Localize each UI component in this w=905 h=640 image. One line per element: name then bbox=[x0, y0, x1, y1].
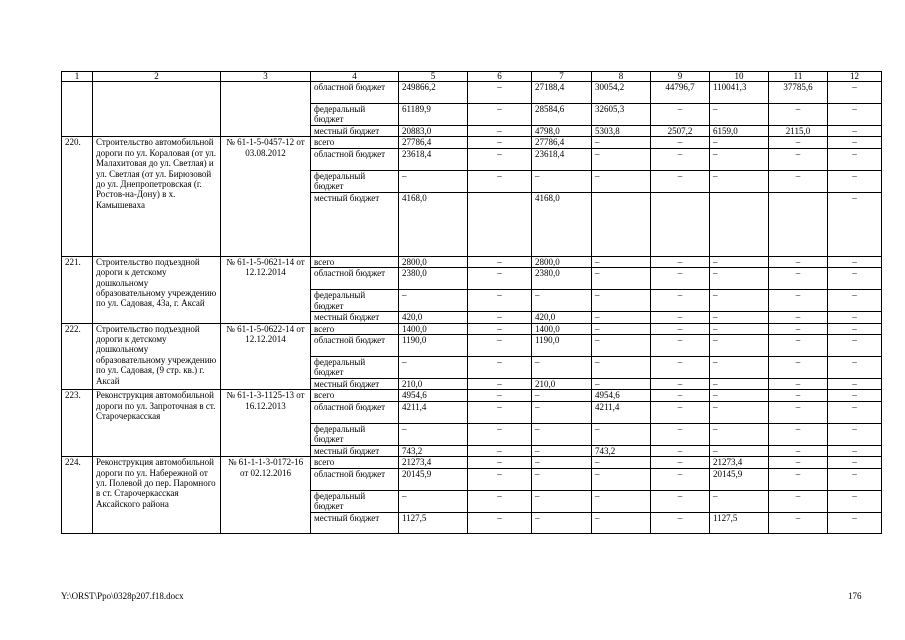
value-c10: – bbox=[710, 379, 769, 390]
value-c12: – bbox=[828, 104, 882, 126]
value-c12: – bbox=[828, 379, 882, 390]
value-c6: – bbox=[468, 423, 532, 445]
row-number: 224. bbox=[62, 457, 93, 533]
value-c11: – bbox=[769, 268, 828, 290]
value-c7: – bbox=[532, 401, 592, 423]
value-c6: – bbox=[468, 457, 532, 468]
value-c5: 20145,9 bbox=[399, 468, 468, 490]
value-c12: – bbox=[828, 490, 882, 512]
value-c9: – bbox=[651, 490, 710, 512]
value-c7: – bbox=[532, 512, 592, 533]
value-c11: – bbox=[769, 290, 828, 312]
funding-source: местный бюджет bbox=[311, 445, 399, 456]
value-c6 bbox=[468, 192, 532, 256]
value-c9: 44796,7 bbox=[651, 82, 710, 104]
value-c7: – bbox=[532, 490, 592, 512]
value-c11: – bbox=[769, 401, 828, 423]
funding-source: областной бюджет bbox=[311, 335, 399, 357]
column-number-8: 8 bbox=[592, 72, 651, 82]
value-c6: – bbox=[468, 335, 532, 357]
value-c12: – bbox=[828, 290, 882, 312]
value-c7: 4798,0 bbox=[532, 126, 592, 137]
value-c7: 4168,0 bbox=[532, 192, 592, 256]
table-body bbox=[62, 82, 882, 534]
value-c7: 28584,6 bbox=[532, 104, 592, 126]
column-number-3: 3 bbox=[221, 72, 311, 82]
value-c7: – bbox=[532, 445, 592, 456]
value-c8: – bbox=[592, 457, 651, 468]
value-c6: – bbox=[468, 268, 532, 290]
value-c5: 4954,6 bbox=[399, 390, 468, 401]
value-c8: – bbox=[592, 148, 651, 170]
value-c9: – bbox=[651, 457, 710, 468]
value-c9: – bbox=[651, 445, 710, 456]
value-c10: – bbox=[710, 323, 769, 334]
table-row bbox=[62, 390, 882, 401]
value-c7: – bbox=[532, 457, 592, 468]
value-c12: – bbox=[828, 457, 882, 468]
value-c7: 210,0 bbox=[532, 379, 592, 390]
value-c9: – bbox=[651, 104, 710, 126]
column-number-12: 12 bbox=[828, 72, 882, 82]
value-c5: 23618,4 bbox=[399, 148, 468, 170]
decree-number bbox=[221, 82, 311, 137]
column-number-2: 2 bbox=[93, 72, 221, 82]
value-c6: – bbox=[468, 468, 532, 490]
value-c10 bbox=[710, 192, 769, 256]
value-c12: – bbox=[828, 445, 882, 456]
object-name: Реконструкция автомобильной дороги по ул. Запроточная в ст. Старочеркасская bbox=[93, 390, 221, 457]
value-c11: – bbox=[769, 423, 828, 445]
funding-source: местный бюджет bbox=[311, 379, 399, 390]
value-c9: – bbox=[651, 148, 710, 170]
value-c9: – bbox=[651, 323, 710, 334]
value-c6: – bbox=[468, 290, 532, 312]
value-c8: – bbox=[592, 312, 651, 323]
value-c7: 23618,4 bbox=[532, 148, 592, 170]
value-c5: 20883,0 bbox=[399, 126, 468, 137]
funding-source: местный бюджет bbox=[311, 192, 399, 256]
value-c9: – bbox=[651, 137, 710, 148]
value-c7: 27786,4 bbox=[532, 137, 592, 148]
funding-source: областной бюджет bbox=[311, 148, 399, 170]
value-c10: – bbox=[710, 312, 769, 323]
value-c5: 27786,4 bbox=[399, 137, 468, 148]
value-c6: – bbox=[468, 256, 532, 267]
decree-number: № 61-1-5-0457-12 от 03.08.2012 bbox=[221, 137, 311, 256]
value-c6: – bbox=[468, 104, 532, 126]
value-c6: – bbox=[468, 390, 532, 401]
page-number: 176 bbox=[848, 591, 862, 601]
value-c10: – bbox=[710, 390, 769, 401]
value-c5: – bbox=[399, 490, 468, 512]
value-c5: 210,0 bbox=[399, 379, 468, 390]
value-c11: – bbox=[769, 390, 828, 401]
value-c8: – bbox=[592, 490, 651, 512]
value-c12: – bbox=[828, 312, 882, 323]
value-c9: – bbox=[651, 170, 710, 192]
value-c8: – bbox=[592, 357, 651, 379]
value-c11: – bbox=[769, 445, 828, 456]
value-c11: – bbox=[769, 512, 828, 533]
column-number-9: 9 bbox=[651, 72, 710, 82]
value-c8: – bbox=[592, 379, 651, 390]
value-c7: – bbox=[532, 390, 592, 401]
value-c8 bbox=[592, 192, 651, 256]
table-row bbox=[62, 137, 882, 148]
decree-number: № 61-1-5-0621-14 от 12.12.2014 bbox=[221, 256, 311, 323]
value-c6: – bbox=[468, 401, 532, 423]
value-c10: 21273,4 bbox=[710, 457, 769, 468]
footer-file-path: Y:\ORST\Ppo\0328p207.f18.docx bbox=[61, 591, 184, 601]
funding-source: федеральный бюджет bbox=[311, 490, 399, 512]
value-c5: 1190,0 bbox=[399, 335, 468, 357]
value-c9: – bbox=[651, 512, 710, 533]
funding-source: федеральный бюджет bbox=[311, 170, 399, 192]
value-c6: – bbox=[468, 490, 532, 512]
value-c11: – bbox=[769, 312, 828, 323]
value-c12: – bbox=[828, 137, 882, 148]
value-c7: 1190,0 bbox=[532, 335, 592, 357]
value-c12: – bbox=[828, 401, 882, 423]
value-c5: – bbox=[399, 290, 468, 312]
value-c11: – bbox=[769, 468, 828, 490]
value-c6: – bbox=[468, 323, 532, 334]
value-c10: – bbox=[710, 401, 769, 423]
value-c6: – bbox=[468, 126, 532, 137]
value-c7: 27188,4 bbox=[532, 82, 592, 104]
value-c12: – bbox=[828, 82, 882, 104]
value-c12: – bbox=[828, 268, 882, 290]
value-c11 bbox=[769, 192, 828, 256]
decree-number: № 61-1-3-1125-13 от 16.12.2013 bbox=[221, 390, 311, 457]
funding-source: всего bbox=[311, 137, 399, 148]
value-c5: – bbox=[399, 170, 468, 192]
value-c8: – bbox=[592, 335, 651, 357]
value-c8: 5303,8 bbox=[592, 126, 651, 137]
funding-source: всего bbox=[311, 323, 399, 334]
value-c5: 2800,0 bbox=[399, 256, 468, 267]
value-c12: – bbox=[828, 335, 882, 357]
value-c6: – bbox=[468, 445, 532, 456]
decree-number: № 61-1-5-0622-14 от 12.12.2014 bbox=[221, 323, 311, 390]
value-c7: – bbox=[532, 468, 592, 490]
value-c10: – bbox=[710, 148, 769, 170]
value-c5: 61189,9 bbox=[399, 104, 468, 126]
value-c7: 2800,0 bbox=[532, 256, 592, 267]
value-c9: – bbox=[651, 268, 710, 290]
value-c12: – bbox=[828, 148, 882, 170]
value-c10: – bbox=[710, 268, 769, 290]
value-c6: – bbox=[468, 379, 532, 390]
value-c11: – bbox=[769, 457, 828, 468]
value-c6: – bbox=[468, 82, 532, 104]
value-c5: – bbox=[399, 423, 468, 445]
value-c8: – bbox=[592, 423, 651, 445]
value-c8: – bbox=[592, 290, 651, 312]
value-c9: – bbox=[651, 379, 710, 390]
value-c12: – bbox=[828, 357, 882, 379]
value-c8: – bbox=[592, 170, 651, 192]
value-c9: 2507,2 bbox=[651, 126, 710, 137]
row-number: 223. bbox=[62, 390, 93, 457]
value-c9: – bbox=[651, 401, 710, 423]
budget-table bbox=[61, 71, 882, 534]
value-c12: – bbox=[828, 256, 882, 267]
table-row bbox=[62, 457, 882, 468]
value-c9: – bbox=[651, 423, 710, 445]
value-c9: – bbox=[651, 256, 710, 267]
funding-source: местный бюджет bbox=[311, 312, 399, 323]
table-header bbox=[62, 72, 882, 82]
column-number-row bbox=[62, 72, 882, 82]
value-c12: – bbox=[828, 170, 882, 192]
column-number-11: 11 bbox=[769, 72, 828, 82]
value-c5: 2380,0 bbox=[399, 268, 468, 290]
value-c6: – bbox=[468, 148, 532, 170]
funding-source: всего bbox=[311, 390, 399, 401]
row-number: 220. bbox=[62, 137, 93, 256]
value-c5: 4211,4 bbox=[399, 401, 468, 423]
value-c8: – bbox=[592, 468, 651, 490]
value-c10: – bbox=[710, 445, 769, 456]
value-c10: – bbox=[710, 335, 769, 357]
value-c8: – bbox=[592, 137, 651, 148]
column-number-10: 10 bbox=[710, 72, 769, 82]
value-c9: – bbox=[651, 312, 710, 323]
value-c9: – bbox=[651, 335, 710, 357]
funding-source: областной бюджет bbox=[311, 468, 399, 490]
funding-source: областной бюджет bbox=[311, 401, 399, 423]
value-c10: – bbox=[710, 290, 769, 312]
value-c12: – bbox=[828, 323, 882, 334]
value-c8: 4954,6 bbox=[592, 390, 651, 401]
value-c11: – bbox=[769, 170, 828, 192]
value-c10: 20145,9 bbox=[710, 468, 769, 490]
value-c5: – bbox=[399, 357, 468, 379]
value-c8: – bbox=[592, 323, 651, 334]
value-c11: – bbox=[769, 256, 828, 267]
funding-source: федеральный бюджет bbox=[311, 290, 399, 312]
value-c8: – bbox=[592, 268, 651, 290]
value-c5: 1400,0 bbox=[399, 323, 468, 334]
value-c12: – bbox=[828, 468, 882, 490]
value-c11: 37785,6 bbox=[769, 82, 828, 104]
value-c10: – bbox=[710, 357, 769, 379]
table-row bbox=[62, 82, 882, 104]
value-c11: – bbox=[769, 148, 828, 170]
value-c11: – bbox=[769, 379, 828, 390]
value-c10: – bbox=[710, 490, 769, 512]
value-c6: – bbox=[468, 170, 532, 192]
funding-source: всего bbox=[311, 457, 399, 468]
value-c8: 4211,4 bbox=[592, 401, 651, 423]
value-c6: – bbox=[468, 512, 532, 533]
value-c9: – bbox=[651, 468, 710, 490]
value-c10: 110041,3 bbox=[710, 82, 769, 104]
value-c11: – bbox=[769, 104, 828, 126]
column-number-7: 7 bbox=[532, 72, 592, 82]
value-c10: – bbox=[710, 170, 769, 192]
funding-source: местный бюджет bbox=[311, 126, 399, 137]
table-row bbox=[62, 256, 882, 267]
row-number: 222. bbox=[62, 323, 93, 390]
value-c7: – bbox=[532, 170, 592, 192]
value-c8: – bbox=[592, 512, 651, 533]
value-c11: – bbox=[769, 323, 828, 334]
value-c7: 2380,0 bbox=[532, 268, 592, 290]
value-c8: 743,2 bbox=[592, 445, 651, 456]
funding-source: федеральный бюджет bbox=[311, 104, 399, 126]
column-number-1: 1 bbox=[62, 72, 93, 82]
value-c7: – bbox=[532, 290, 592, 312]
value-c9: – bbox=[651, 357, 710, 379]
value-c10: 6159,0 bbox=[710, 126, 769, 137]
value-c8: 32605,3 bbox=[592, 104, 651, 126]
value-c7: 1400,0 bbox=[532, 323, 592, 334]
object-name: Реконструкция автомобильной дороги по ул. Набережной от ул. Полевой до пер. Паромного в ст. Старочеркасская Аксайского района bbox=[93, 457, 221, 533]
value-c10: – bbox=[710, 137, 769, 148]
value-c8: 30054,2 bbox=[592, 82, 651, 104]
value-c7: – bbox=[532, 357, 592, 379]
table-row bbox=[62, 323, 882, 334]
value-c12: – bbox=[828, 390, 882, 401]
value-c10: – bbox=[710, 423, 769, 445]
funding-source: областной бюджет bbox=[311, 82, 399, 104]
row-number bbox=[62, 82, 93, 137]
object-name: Строительство подъездной дороги к детскому дошкольному образовательному учреждению по ул. Садовая, (9 стр. кв.) г. Аксай bbox=[93, 323, 221, 390]
value-c11: – bbox=[769, 357, 828, 379]
value-c12: – bbox=[828, 423, 882, 445]
value-c9 bbox=[651, 192, 710, 256]
object-name bbox=[93, 82, 221, 137]
funding-source: федеральный бюджет bbox=[311, 357, 399, 379]
column-number-6: 6 bbox=[468, 72, 532, 82]
row-number: 221. bbox=[62, 256, 93, 323]
value-c5: 249866,2 bbox=[399, 82, 468, 104]
column-number-5: 5 bbox=[399, 72, 468, 82]
object-name: Строительство автомобильной дороги по ул. Кораловая (от ул. Малахитовая до ул. Светлая) и ул. Светлая (от ул. Бирюзовой до ул. Днепропетровская (г. Ростов-на-Дону) в х. Камышеваха bbox=[93, 137, 221, 256]
value-c10: – bbox=[710, 256, 769, 267]
value-c6: – bbox=[468, 137, 532, 148]
object-name: Строительство подъездной дороги к детскому дошкольному образовательному учреждению по ул. Садовая, 43а, г. Аксай bbox=[93, 256, 221, 323]
value-c10: – bbox=[710, 104, 769, 126]
value-c6: – bbox=[468, 312, 532, 323]
funding-source: всего bbox=[311, 256, 399, 267]
value-c9: – bbox=[651, 390, 710, 401]
value-c5: 4168,0 bbox=[399, 192, 468, 256]
funding-source: местный бюджет bbox=[311, 512, 399, 533]
value-c11: – bbox=[769, 490, 828, 512]
value-c5: 21273,4 bbox=[399, 457, 468, 468]
value-c9: – bbox=[651, 290, 710, 312]
value-c11: – bbox=[769, 335, 828, 357]
value-c10: 1127,5 bbox=[710, 512, 769, 533]
value-c11: 2115,0 bbox=[769, 126, 828, 137]
value-c5: 743,2 bbox=[399, 445, 468, 456]
value-c6: – bbox=[468, 357, 532, 379]
value-c12: – bbox=[828, 192, 882, 256]
value-c7: – bbox=[532, 423, 592, 445]
value-c8: – bbox=[592, 256, 651, 267]
decree-number: № 61-1-1-3-0172-16 от 02.12.2016 bbox=[221, 457, 311, 533]
funding-source: федеральный бюджет bbox=[311, 423, 399, 445]
column-number-4: 4 bbox=[311, 72, 399, 82]
funding-source: областной бюджет bbox=[311, 268, 399, 290]
value-c12: – bbox=[828, 126, 882, 137]
value-c5: 1127,5 bbox=[399, 512, 468, 533]
value-c12: – bbox=[828, 512, 882, 533]
value-c7: 420,0 bbox=[532, 312, 592, 323]
value-c5: 420,0 bbox=[399, 312, 468, 323]
value-c11: – bbox=[769, 137, 828, 148]
